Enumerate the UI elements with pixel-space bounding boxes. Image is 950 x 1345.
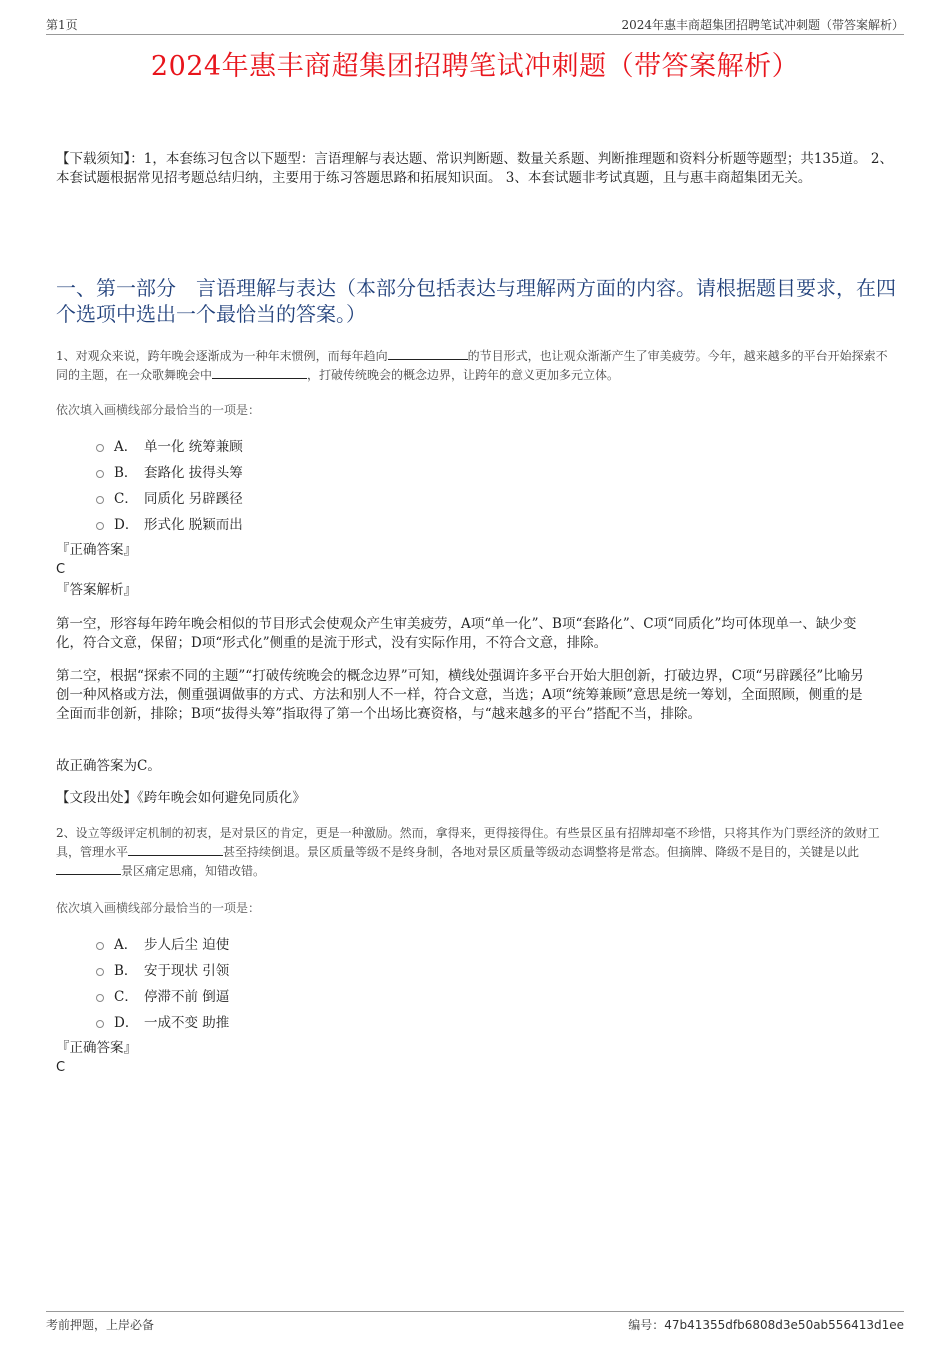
footer-slogan: 考前押题，上岸必备: [46, 1318, 155, 1332]
page-title: 2024年惠丰商超集团招聘笔试冲刺题（带答案解析）: [150, 51, 800, 82]
analysis-paragraph-2: 第二空，根据“探索不同的主题”“打破传统晚会的概念边界”可知，横线处强调许多平台开始大胆创新，打破边界，C项“另辟蹊径”比喻另创一种风格或方法，侧重强调做事的方式、方法和别人不一样，符合文意，当选；A项“统筹兼顾”意思是统一筹划，全面照顾，侧重的是全面而非创新，排除；B项“拔得头筹”指取得了第一个出场比赛资格，与“越来越多的平台”搭配不当，排除。: [56, 668, 864, 722]
download-notice: 【下载须知】：1，本套练习包含以下题型：言语理解与表达题、常识判断题、数量关系题、判断推理题和资料分析题等题型；共135道。 2、本套试题根据常见招考题总结归纳，主要用于练习答题思路和拓展知识面。 3、本套试题非考试真题，且与惠丰商超集团无关。: [56, 151, 893, 186]
question-2-prompt: 依次填入画横线部分最恰当的一项是：: [56, 901, 261, 915]
question-1-prompt: 依次填入画横线部分最恰当的一项是：: [56, 403, 261, 417]
option-d[interactable]: D． 一成不变 助推: [96, 1008, 229, 1034]
option-b[interactable]: B． 套路化 拔得头筹: [96, 458, 243, 484]
option-d[interactable]: D． 形式化 脱颖而出: [96, 510, 243, 536]
footer-doc-id: 编号：47b41355dfb6808d3e50ab556413d1ee: [628, 1318, 904, 1332]
page-header: [46, 14, 904, 35]
answer-value: C: [56, 562, 66, 577]
blank-1: [388, 347, 468, 360]
question-1-text: 1、对观众来说，跨年晚会逐渐成为一种年末惯例，而每年趋向 的节目形式，也让观众渐渐产生了审美疲劳。今年，越来越多的平台开始探索不同的主题，在一众歌舞晚会中 ，打破传统晚会的概念边界，让跨年的意义更加多元立体。: [56, 349, 888, 382]
analysis-paragraph-1: 第一空，形容每年跨年晚会相似的节目形式会使观众产生审美疲劳，A项“单一化”、B项“套路化”、C项“同质化”均可体现单一、缺少变化，符合文意，保留；D项“形式化”侧重的是流于形式，没有实际作用，不符合文意，排除。: [56, 616, 857, 651]
blank-2: [56, 862, 121, 875]
radio-icon[interactable]: [96, 470, 104, 478]
question-2-text: 2、设立等级评定机制的初衷，是对景区的肯定，更是一种激励。然而，拿得来，更得接得住。有些景区虽有招牌却毫不珍惜，只将其作为门票经济的敛财工具，管理水平 甚至持续倒退。景区质量等级不是终身制，各地对景区质量等级动态调整将是常态。但摘牌、降级不是目的，关键是以此景区痛定思痛，知错改错。: [56, 826, 880, 878]
radio-icon[interactable]: [96, 968, 104, 976]
section-heading: 一、第一部分 言语理解与表达（本部分包括表达与理解两方面的内容。请根据题目要求，在四个选项中选出一个最恰当的答案。）: [56, 276, 896, 326]
radio-icon[interactable]: [96, 496, 104, 504]
blank-2: [212, 366, 307, 379]
radio-icon[interactable]: [96, 942, 104, 950]
question-1-answer: [56, 540, 137, 600]
radio-icon[interactable]: [96, 444, 104, 452]
question-2-answer: [56, 1038, 137, 1078]
page-number: 第1页: [46, 18, 78, 32]
answer-label: 『正确答案』: [56, 542, 137, 558]
option-a[interactable]: A． 步人后尘 迫使: [96, 930, 229, 956]
question-2-options: [96, 930, 229, 1034]
analysis-conclusion: 故正确答案为C。: [56, 758, 161, 774]
blank-1: [128, 843, 223, 856]
question-1-options: [96, 432, 243, 536]
source-citation: 【文段出处】《跨年晚会如何避免同质化》: [56, 790, 306, 806]
option-c[interactable]: C． 同质化 另辟蹊径: [96, 484, 243, 510]
radio-icon[interactable]: [96, 522, 104, 530]
page-footer: [46, 1311, 904, 1336]
answer-value: C: [56, 1060, 66, 1075]
option-c[interactable]: C． 停滞不前 倒逼: [96, 982, 229, 1008]
option-a[interactable]: A． 单一化 统筹兼顾: [96, 432, 243, 458]
radio-icon[interactable]: [96, 1020, 104, 1028]
option-b[interactable]: B． 安于现状 引领: [96, 956, 229, 982]
radio-icon[interactable]: [96, 994, 104, 1002]
header-doc-title: 2024年惠丰商超集团招聘笔试冲刺题（带答案解析）: [621, 18, 904, 32]
analysis-label: 『答案解析』: [56, 582, 137, 598]
answer-label: 『正确答案』: [56, 1040, 137, 1056]
